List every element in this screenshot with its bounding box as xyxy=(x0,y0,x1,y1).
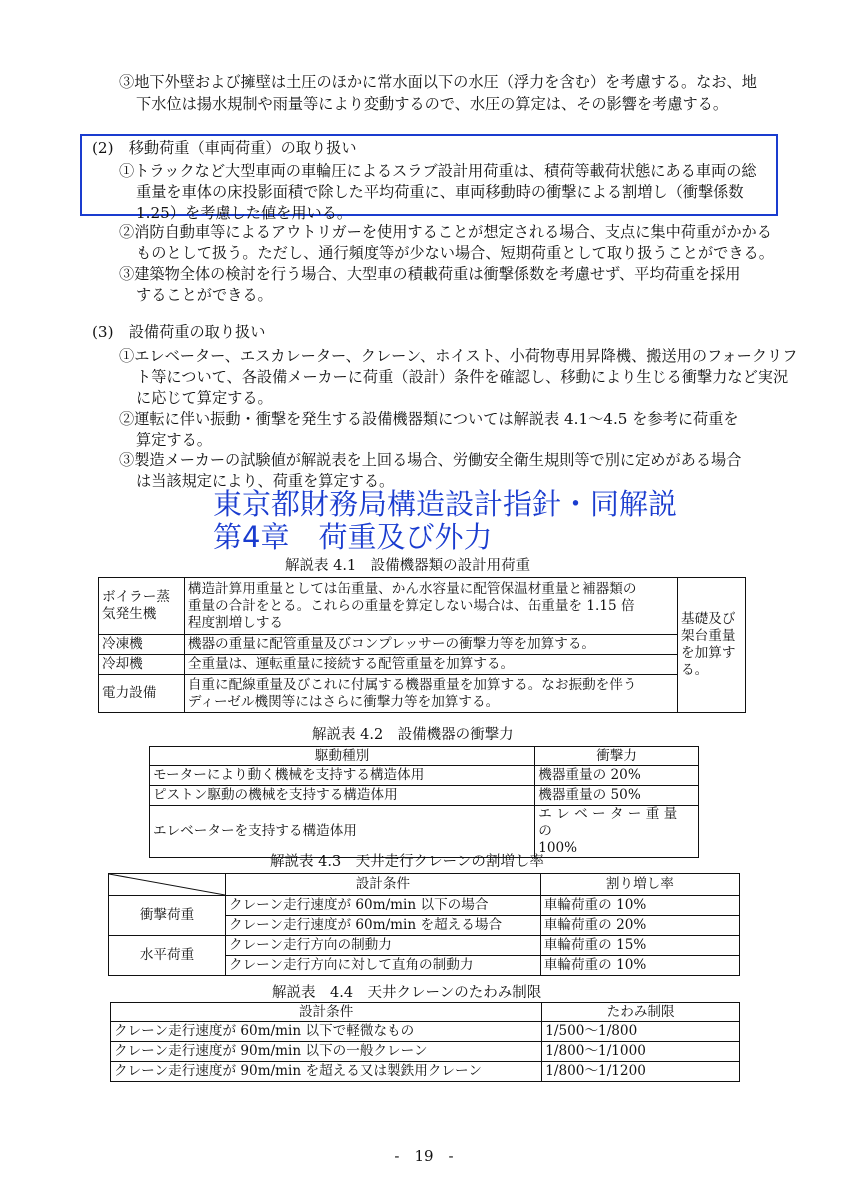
table-cell: 1/800～1/1000 xyxy=(542,1042,740,1062)
equipment-load-table xyxy=(98,577,746,713)
cell-line: 基礎及び xyxy=(681,611,736,627)
paragraph-line: ①エレベーター、エスカレーター、クレーン、ホイスト、小荷物専用昇降機、搬送用のフォークリフ xyxy=(119,347,798,365)
cell-line: 構造計算用重量としては缶重量、かん水容量に配管保温材重量と補器類の xyxy=(187,580,637,597)
document-title: 東京都財務局構造設計指針・同解説 xyxy=(213,487,678,521)
table-header-row xyxy=(150,747,699,766)
paragraph-line: ③製造メーカーの試験値が解説表を上回る場合、労働安全衛生規則等で別に定めがある場合 xyxy=(119,451,742,469)
crane-increase-table xyxy=(108,873,740,976)
impact-force-table xyxy=(149,746,699,858)
table-cell: 車輪荷重の 10% xyxy=(540,956,739,976)
cell-line: を加算す xyxy=(681,645,736,661)
paragraph-line: 1.25）を考慮した値を用いる。 xyxy=(136,204,353,222)
table-cell: 全重量は、運転重量に接続する配管重量を加算する。 xyxy=(184,655,677,675)
table-cell: クレーン走行方向の制動力 xyxy=(226,936,541,956)
table-caption: 解説表 4.3 天井走行クレーンの割増し率 xyxy=(270,854,544,870)
paragraph-line: ③建築物全体の検討を行う場合、大型車の積載荷重は衝撃係数を考慮せず、平均荷重を採用 xyxy=(119,265,741,283)
table-row xyxy=(150,806,699,858)
table-cell: 車輪荷重の 20% xyxy=(540,916,739,936)
diagonal-header-cell xyxy=(109,874,226,896)
cell-line: 100% xyxy=(538,840,578,856)
table-cell: クレーン走行速度が 90m/min を超える又は製鉄用クレーン xyxy=(111,1062,542,1082)
table-cell: エレベーターを支持する構造体用 xyxy=(150,806,535,858)
table-header: 衝撃力 xyxy=(535,747,699,766)
table-caption: 解説表 4.2 設備機器の衝撃力 xyxy=(312,727,514,743)
paragraph-line: 重量を車体の床投影面積で除した平均荷重に、車両移動時の衝撃による割増し（衝撃係数 xyxy=(136,183,744,201)
table-cell: クレーン走行速度が 60m/min 以下の場合 xyxy=(226,896,541,916)
cell-line: エ レ ベ ー タ ー 重 量 の xyxy=(538,806,678,839)
table-row xyxy=(99,578,746,635)
table-cell: 機器重量の 20% xyxy=(535,766,699,786)
paragraph-line: は当該規定により、荷重を算定する。 xyxy=(136,472,395,490)
cell-line: る。 xyxy=(681,662,709,678)
table-header: 割り増し率 xyxy=(540,874,739,896)
cell-line: 架台重量 xyxy=(681,628,736,644)
cell-line: 重量の合計をとる。これらの重量を算定しない場合は、缶重量を 1.15 倍 xyxy=(187,597,635,614)
paragraph-line: に応じて算定する。 xyxy=(136,389,273,407)
paragraph-line: ③地下外壁および擁壁は土圧のほかに常水面以下の水圧（浮力を含む）を考慮する。なお、地 xyxy=(119,73,757,91)
group-label: 衝撃荷重 xyxy=(109,896,226,936)
diagonal-line xyxy=(109,874,225,895)
table-row xyxy=(99,655,746,675)
paragraph-line: 算定する。 xyxy=(136,431,212,449)
table-cell: 冷却機 xyxy=(99,655,185,675)
cell-line: ボイラー蒸 xyxy=(102,589,170,605)
table-cell: 1/500～1/800 xyxy=(542,1022,740,1042)
paragraph-line: ト等について、各設備メーカーに荷重（設計）条件を確認し、移動により生じる衝撃力など実況 xyxy=(136,368,789,386)
table-cell xyxy=(184,578,677,635)
table-cell: モーターにより動く機械を支持する構造体用 xyxy=(150,766,535,786)
table-row xyxy=(150,766,699,786)
table-row xyxy=(109,896,740,916)
table-header: 設計条件 xyxy=(111,1003,542,1022)
group-label: 水平荷重 xyxy=(109,936,226,976)
section-heading: (3) 設備荷重の取り扱い xyxy=(92,323,266,341)
paragraph-line: ①トラックなど大型車両の車輪圧によるスラブ設計用荷重は、積荷等載荷状態にある車両の総 xyxy=(119,162,757,180)
cell-line: 程度割増しする xyxy=(187,614,284,631)
table-cell: ピストン駆動の機械を支持する構造体用 xyxy=(150,786,535,806)
table-cell: 電力設備 xyxy=(99,675,185,713)
table-cell: クレーン走行速度が 90m/min 以下の一般クレーン xyxy=(111,1042,542,1062)
page-number: - 19 - xyxy=(394,1147,454,1165)
paragraph-line: ものとして扱う。ただし、通行頻度等が少ない場合、短期荷重として取り扱うことができる。 xyxy=(136,244,774,262)
cell-line: 気発生機 xyxy=(102,606,157,622)
section-heading: (2) 移動荷重（車両荷重）の取り扱い xyxy=(92,139,357,157)
table-row xyxy=(111,1042,740,1062)
table-cell xyxy=(99,578,185,635)
table-cell xyxy=(184,675,677,713)
table-row xyxy=(109,936,740,956)
paragraph-line: ②運転に伴い振動・衝撃を発生する設備機器類については解説表 4.1～4.5 を参考に荷重を xyxy=(119,410,739,428)
chapter-title: 第4章 荷重及び外力 xyxy=(213,520,493,554)
table-header: たわみ制限 xyxy=(542,1003,740,1022)
table-row xyxy=(150,786,699,806)
table-row xyxy=(111,1062,740,1082)
table-header: 駆動種別 xyxy=(150,747,535,766)
table-cell: クレーン走行速度が 60m/min を超える場合 xyxy=(226,916,541,936)
table-header-row xyxy=(111,1003,740,1022)
paragraph-line: することができる。 xyxy=(136,286,273,304)
table-row xyxy=(99,635,746,655)
table-cell xyxy=(678,578,746,713)
table-cell: 機器の重量に配管重量及びコンプレッサーの衝撃力等を加算する。 xyxy=(184,635,677,655)
table-caption: 解説表 4.1 設備機器類の設計用荷重 xyxy=(285,558,531,574)
paragraph-line: ②消防自動車等によるアウトリガーを使用することが想定される場合、支点に集中荷重がかかる xyxy=(119,223,772,241)
cell-line: 自重に配線重量及びこれに付属する機器重量を加算する。なお振動を伴う xyxy=(187,676,637,693)
table-row xyxy=(111,1022,740,1042)
paragraph-line: 下水位は揚水規制や雨量等により変動するので、水圧の算定は、その影響を考慮する。 xyxy=(136,95,729,113)
cell-line: ディーゼル機関等にはさらに衝撃力等を加算する。 xyxy=(187,693,500,710)
table-cell: 機器重量の 50% xyxy=(535,786,699,806)
table-cell: クレーン走行方向に対して直角の制動力 xyxy=(226,956,541,976)
table-cell: クレーン走行速度が 60m/min 以下で軽微なもの xyxy=(111,1022,542,1042)
crane-deflection-table xyxy=(110,1002,740,1082)
table-cell: 冷凍機 xyxy=(99,635,185,655)
table-cell: 車輪荷重の 10% xyxy=(540,896,739,916)
table-header: 設計条件 xyxy=(226,874,541,896)
table-row xyxy=(99,675,746,713)
table-cell xyxy=(535,806,699,858)
table-header-row xyxy=(109,874,740,896)
table-cell: 1/800～1/1200 xyxy=(542,1062,740,1082)
table-caption: 解説表 4.4 天井クレーンのたわみ制限 xyxy=(272,985,542,1001)
table-cell: 車輪荷重の 15% xyxy=(540,936,739,956)
